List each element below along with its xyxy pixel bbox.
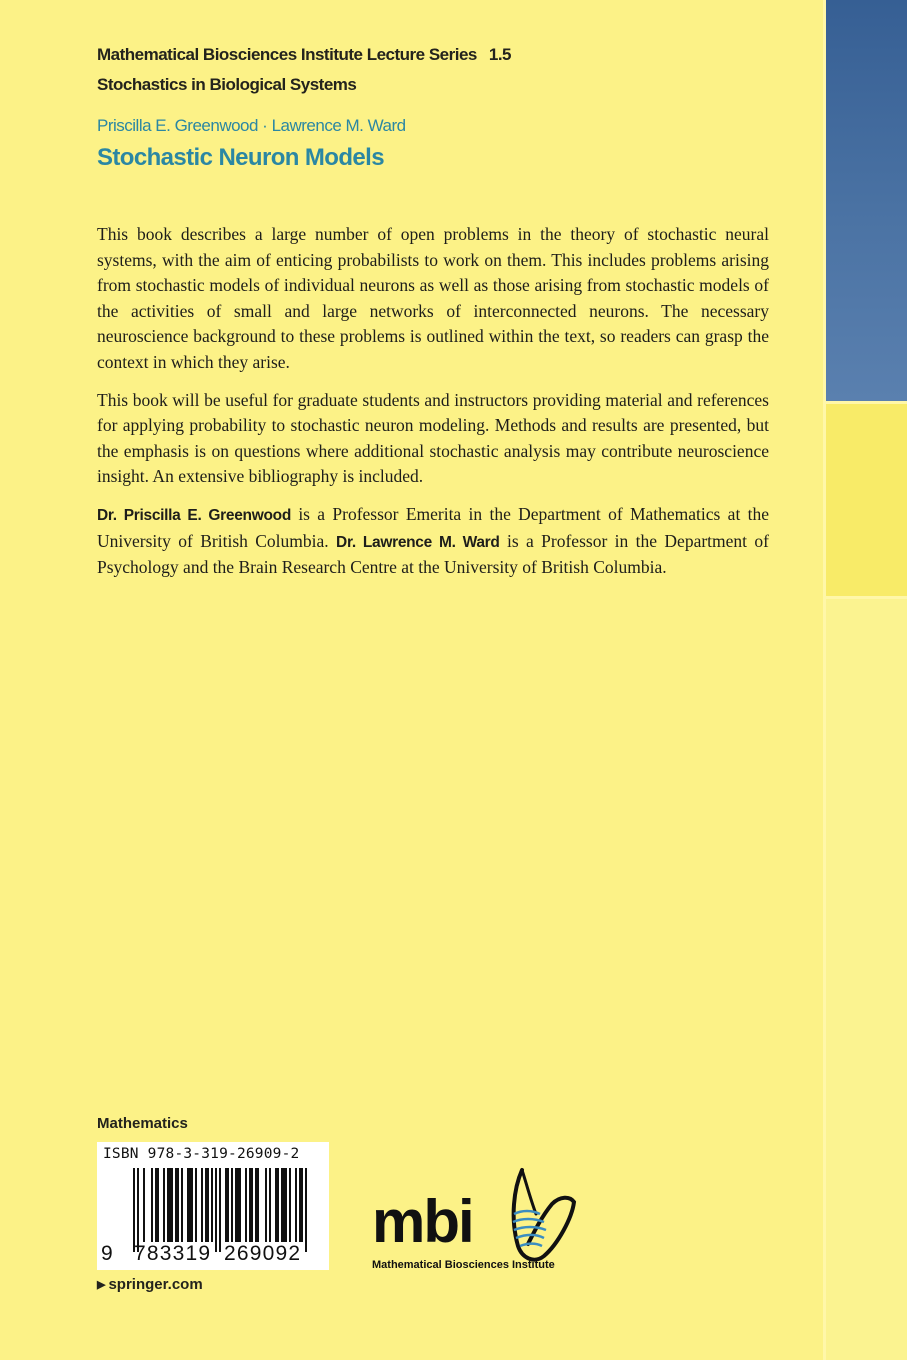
side-band-divider-upper — [826, 401, 907, 404]
publisher-website: springer.com — [108, 1276, 203, 1293]
author2-name: Dr. Lawrence M. Ward — [336, 533, 500, 551]
barcode-bar — [231, 1168, 233, 1242]
isbn-label: ISBN 978-3-319-26909-2 — [103, 1146, 300, 1162]
side-band-divider-lower — [826, 596, 907, 599]
side-band-blue — [826, 0, 907, 401]
subseries-title: Stochastics in Biological Systems — [97, 75, 357, 94]
barcode-bar — [235, 1168, 241, 1242]
barcode-right-group: 269092 — [224, 1242, 302, 1265]
barcode-bar — [295, 1168, 297, 1242]
barcode-bar — [195, 1168, 197, 1242]
series-line — [97, 45, 511, 65]
barcode-bar — [255, 1168, 259, 1242]
barcode-first-digit: 9 — [101, 1242, 113, 1265]
barcode-bar — [219, 1168, 221, 1252]
book-title: Stochastic Neuron Models — [97, 144, 384, 171]
barcode-bar — [167, 1168, 173, 1242]
barcode-bar — [225, 1168, 229, 1242]
barcode-left-group: 783319 — [134, 1242, 212, 1265]
subject-category: Mathematics — [97, 1115, 188, 1132]
description-paragraph-1: This book describes a large number of open problems in the theory of stochastic neural systems, with the aim of enticing probabilists to work on them. This includes problems arising from stochastic models of individual neurons as well as those arising from stochastic models of the activities of small and large networks of interconnected neurons. The necessary neuroscience background to these problems is outlined within the text, so readers can grasp the context in which they arise. — [97, 224, 769, 372]
barcode-bar — [187, 1168, 193, 1242]
barcode-bar — [269, 1168, 271, 1242]
barcode-bar — [275, 1168, 279, 1242]
barcode-bar — [289, 1168, 291, 1242]
mbi-logo-name: Mathematical Biosciences Institute — [372, 1259, 555, 1271]
barcode-bar — [249, 1168, 253, 1242]
side-band-divider — [823, 0, 826, 1360]
publisher-link[interactable] — [97, 1276, 203, 1293]
barcode-bar — [211, 1168, 213, 1242]
isbn-barcode — [97, 1142, 329, 1270]
barcode-bar — [305, 1168, 307, 1252]
barcode-bar — [205, 1168, 209, 1242]
barcode-bar — [175, 1168, 179, 1242]
barcode-bar — [245, 1168, 247, 1242]
barcode-bar — [155, 1168, 159, 1242]
barcode-digits — [97, 1242, 329, 1268]
mbi-logo-wordmark: mbi — [372, 1188, 473, 1255]
author-bio — [97, 502, 769, 581]
description-paragraph-2: This book will be useful for graduate students and instructors providing material and references for applying probability to stochastic neuron modeling. Methods and results are presented, but the emphasis is on questions where additional stochastic analysis may contribute neuroscience insight. An extensive bibliography is included. — [97, 389, 769, 487]
description — [97, 222, 769, 593]
barcode-bar — [143, 1168, 145, 1242]
barcode-bar — [137, 1168, 139, 1252]
series-number: 1.5 — [488, 45, 512, 64]
side-band-pale — [826, 599, 907, 1360]
barcode-bar — [265, 1168, 267, 1242]
author2-bio-text: is a Professor in the Department of Psychology and the Brain Research Centre at the University of British Columbia. — [97, 530, 769, 578]
mbi-logo-emblem — [500, 1158, 580, 1268]
barcode-bar — [201, 1168, 203, 1242]
barcode-bars — [133, 1168, 309, 1252]
author1-bio-text: is a Professor Emerita in the Department of Mathematics at the University of British Columbia. — [97, 503, 770, 551]
barcode-bar — [181, 1168, 183, 1242]
barcode-bar — [281, 1168, 287, 1242]
barcode-bar — [163, 1168, 165, 1242]
arrow-right-icon: ▶ — [97, 1279, 106, 1291]
barcode-bar — [151, 1168, 153, 1242]
side-band-yellow — [826, 404, 907, 596]
series-title: Mathematical Biosciences Institute Lecture Series — [97, 45, 477, 64]
barcode-bar — [299, 1168, 303, 1242]
authors-line: Priscilla E. Greenwood · Lawrence M. Ward — [97, 116, 406, 135]
barcode-bar — [215, 1168, 217, 1252]
barcode-bar — [133, 1168, 135, 1252]
author1-name: Dr. Priscilla E. Greenwood — [97, 506, 291, 524]
